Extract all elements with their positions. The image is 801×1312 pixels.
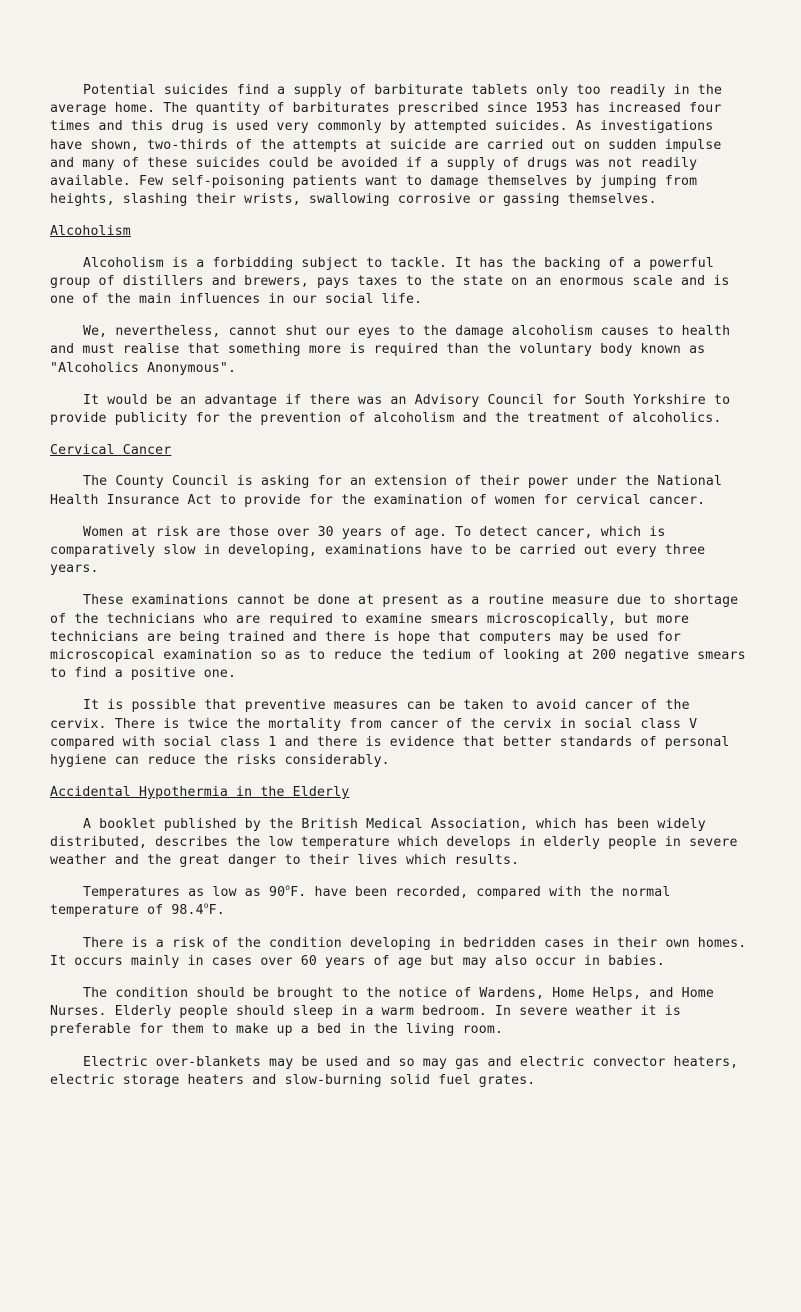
paragraph-cervical-1: The County Council is asking for an extension of their power under the National Health Insurance Act to provide for the examination of women for cervical cancer. (50, 474, 723, 508)
paragraph-hypothermia-notice: The condition should be brought to the notice of Wardens, Home Helps, and Home Nurses. Elderly people should sleep in a warm bedroom. In severe weather it is preferable for them to make up a bed in the living room. (50, 985, 714, 1038)
paragraph-alcoholism-3: It would be an advantage if there was an Advisory Council for South Yorkshire to provide publicity for the prevention of alcoholism and the treatment of alcoholics. (50, 392, 731, 427)
paragraph-alcoholism-2: We, nevertheless, cannot shut our eyes to the damage alcoholism causes to health and must realise that something more is required than the voluntary body known as "Alcoholics Anonymous". (50, 324, 731, 376)
heading-alcoholism: Alcoholism (50, 224, 131, 240)
paragraph-cervical-2: Women at risk are those over 30 years of age. To detect cancer, which is comparatively slow in developing, examinations have to be carried out every three years. (50, 524, 706, 577)
heading-cervical-cancer: Cervical Cancer (50, 443, 172, 459)
temperature-text-2: F. have been recorded, compared with the normal temperature of 98.4 (50, 885, 671, 919)
heading-hypothermia: Accidental Hypothermia in the Elderly (50, 785, 350, 801)
paragraph-hypothermia-heating: Electric over-blankets may be used and so may gas and electric convector heaters, electric storage heaters and slow-burning solid fuel grates. (50, 1054, 739, 1088)
paragraph-temperatures (50, 884, 750, 920)
degree-symbol: o (285, 883, 291, 893)
document-page (50, 82, 750, 1104)
paragraph-hypothermia-risk: There is a risk of the condition developing in bedridden cases in their own homes. It occurs mainly in cases over 60 years of age but may also occur in babies. (50, 935, 747, 969)
temperature-text-3: F. (208, 903, 225, 919)
degree-symbol: o (203, 901, 209, 911)
paragraph-cervical-3: These examinations cannot be done at present as a routine measure due to shortage of the technicians who are required to examine smears microscopically, but more technicians are being trained and there is hope that computers may be used for microscopical examination so as to reduce the tedium of looking at 200 negative smears to find a positive one. (50, 593, 746, 682)
paragraph-hypothermia-1: A booklet published by the British Medical Association, which has been widely distributed, describes the low temperature which develops in elderly people in severe weather and the great danger to their lives which results. (50, 816, 738, 868)
paragraph-barbiturates: Potential suicides find a supply of barbiturate tablets only too readily in the average home. The quantity of barbiturates prescribed since 1953 has increased four times and this drug is used very commonly by attempted suicides. As investigations have shown, two-thirds of the attempts at suicide are carried out on sudden impulse and many of these suicides could be avoided if a supply of drugs was not readily available. Few self-poisoning patients want to damage themselves by jumping from heights, slashing their wrists, swallowing corrosive or gassing themselves. (50, 83, 723, 208)
paragraph-alcoholism-1: Alcoholism is a forbidding subject to tackle. It has the backing of a powerful group of distillers and brewers, pays taxes to the state on an enormous scale and is one of the main influences in our social life. (50, 255, 730, 308)
paragraph-cervical-4: It is possible that preventive measures can be taken to avoid cancer of the cervix. There is twice the mortality from cancer of the cervix in social class V compared with social class 1 and there is evidence that better standards of personal hygiene can reduce the risks considerably. (50, 698, 730, 769)
temperature-text-1: Temperatures as low as 90 (83, 885, 286, 901)
